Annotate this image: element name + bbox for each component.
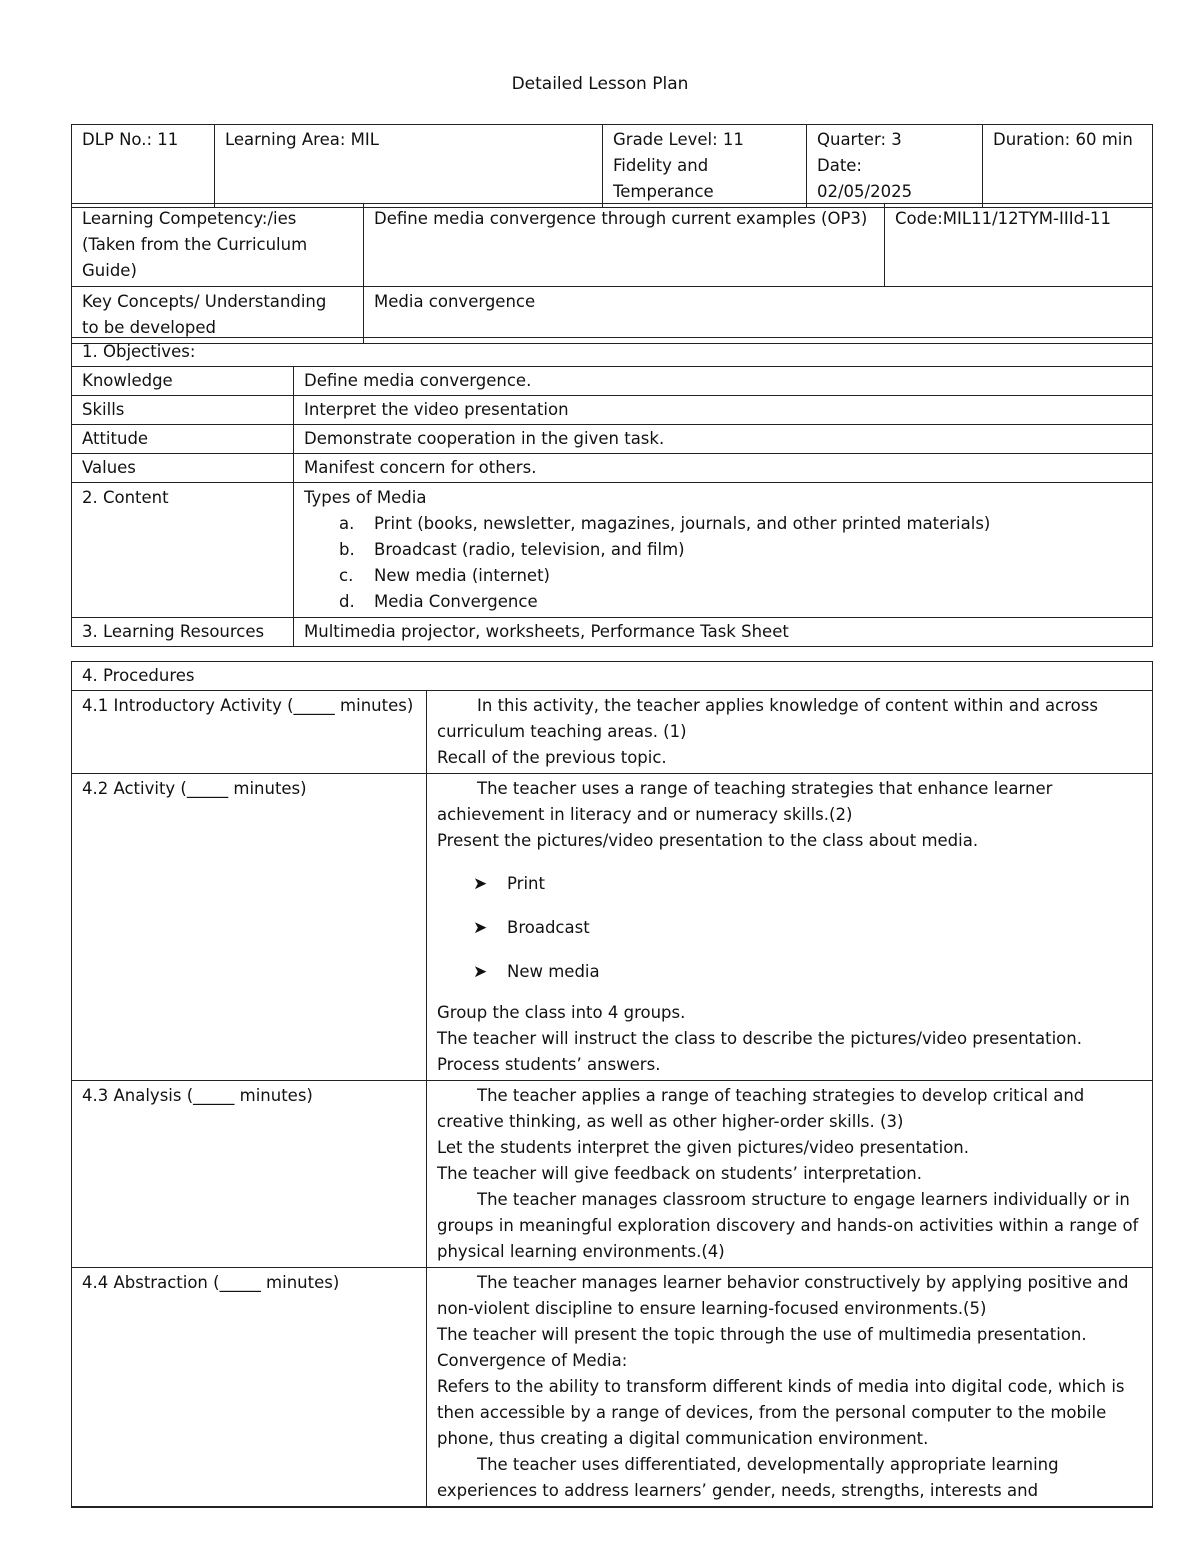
list-item bbox=[339, 511, 1142, 537]
duration-cell bbox=[983, 125, 1153, 208]
objectives-table bbox=[71, 337, 1153, 647]
abstraction-line-2: The teacher will present the topic through the use of multimedia presentation. bbox=[437, 1325, 1087, 1344]
competency-label-1: Learning Competency:/ies bbox=[82, 209, 297, 228]
objective-value-skills: Interpret the video presentation bbox=[294, 396, 1153, 425]
resources-value: Multimedia projector, worksheets, Performance Task Sheet bbox=[294, 618, 1153, 647]
dlp-number: DLP No.: 11 bbox=[82, 130, 179, 149]
objective-label-skills: Skills bbox=[72, 396, 294, 425]
content-list bbox=[304, 511, 1142, 615]
analysis-line-3: The teacher will give feedback on students’ interpretation. bbox=[437, 1164, 923, 1183]
objective-label-values: Values bbox=[72, 454, 294, 483]
list-item bbox=[473, 906, 1142, 950]
duration: Duration: 60 min bbox=[993, 130, 1133, 149]
key-concepts-label-1: Key Concepts/ Understanding bbox=[82, 292, 327, 311]
grade-level-cell bbox=[603, 125, 807, 208]
content-label: 2. Content bbox=[72, 483, 294, 618]
activity-after-3: Process students’ answers. bbox=[437, 1055, 661, 1074]
grade-level: Grade Level: 11 bbox=[613, 130, 744, 149]
objectives-heading-cell bbox=[72, 338, 1153, 367]
bullet-text: Broadcast bbox=[507, 918, 590, 937]
activity-label: 4.2 Activity (_____ minutes) bbox=[72, 774, 427, 1081]
learning-area: Learning Area: MIL bbox=[225, 130, 379, 149]
list-item-text: Broadcast (radio, television, and film) bbox=[374, 540, 685, 559]
abstraction-line-1: The teacher manages learner behavior constructively by applying positive and non-violent discipline to ensure learning-focused environments.(5) bbox=[437, 1273, 1129, 1318]
content-heading: Types of Media bbox=[304, 488, 427, 507]
list-marker: b. bbox=[339, 540, 355, 559]
objectives-heading: 1. Objectives: bbox=[82, 342, 196, 361]
section-line-2: Temperance bbox=[613, 182, 714, 201]
arrow-bullet-icon: ➤ bbox=[473, 962, 488, 982]
objective-label-knowledge: Knowledge bbox=[72, 367, 294, 396]
list-item bbox=[339, 589, 1142, 615]
abstraction-line-3: Convergence of Media: bbox=[437, 1351, 628, 1370]
analysis-line-2: Let the students interpret the given pictures/video presentation. bbox=[437, 1138, 969, 1157]
abstraction-label: 4.4 Abstraction (_____ minutes) bbox=[72, 1268, 427, 1508]
procedures-heading: 4. Procedures bbox=[82, 666, 195, 685]
analysis-cell bbox=[427, 1081, 1153, 1268]
key-concepts-label-cell bbox=[72, 287, 364, 344]
intro-label: 4.1 Introductory Activity (_____ minutes) bbox=[72, 691, 427, 774]
list-item-text: Print (books, newsletter, magazines, journals, and other printed materials) bbox=[374, 514, 991, 533]
quarter: Quarter: 3 bbox=[817, 130, 902, 149]
key-concepts-value-cell bbox=[364, 287, 1153, 344]
abstraction-cell bbox=[427, 1268, 1153, 1508]
bullet-text: Print bbox=[507, 874, 545, 893]
arrow-bullet-icon: ➤ bbox=[473, 874, 488, 894]
competency-label-2: (Taken from the Curriculum bbox=[82, 235, 308, 254]
competency-code: Code:MIL11/12TYM-IIId-11 bbox=[895, 209, 1112, 228]
activity-after-2: The teacher will instruct the class to describe the pictures/video presentation. bbox=[437, 1029, 1082, 1048]
procedures-table bbox=[71, 661, 1153, 1508]
activity-line-1: The teacher uses a range of teaching strategies that enhance learner achievement in literacy and or numeracy skills.(2) bbox=[437, 779, 1053, 824]
date-label: Date: bbox=[817, 156, 862, 175]
competency-table bbox=[71, 203, 1153, 344]
list-marker: d. bbox=[339, 592, 355, 611]
list-item bbox=[473, 862, 1142, 906]
objective-value-attitude: Demonstrate cooperation in the given task. bbox=[294, 425, 1153, 454]
arrow-bullet-icon: ➤ bbox=[473, 918, 488, 938]
media-bullet-list bbox=[437, 862, 1142, 994]
list-marker: c. bbox=[339, 566, 354, 585]
competency-value: Define media convergence through current examples (OP3) bbox=[374, 209, 868, 228]
list-item-text: New media (internet) bbox=[374, 566, 550, 585]
key-concepts-value: Media convergence bbox=[374, 292, 536, 311]
abstraction-line-5: The teacher uses differentiated, developmentally appropriate learning experiences to address learners’ gender, needs, strengths, interests and bbox=[437, 1455, 1059, 1500]
page-title: Detailed Lesson Plan bbox=[511, 74, 689, 94]
dlp-number-cell bbox=[72, 125, 215, 208]
header-table bbox=[71, 124, 1153, 208]
intro-line-2: Recall of the previous topic. bbox=[437, 748, 667, 767]
list-item bbox=[339, 563, 1142, 589]
analysis-line-1: The teacher applies a range of teaching strategies to develop critical and creative thinking, as well as other higher-order skills. (3) bbox=[437, 1086, 1085, 1131]
list-item bbox=[473, 950, 1142, 994]
abstraction-line-4: Refers to the ability to transform different kinds of media into digital code, which is then accessible by a range of devices, from the personal computer to the mobile phone, thus creating a digital communication environment. bbox=[437, 1377, 1125, 1448]
list-marker: a. bbox=[339, 514, 355, 533]
learning-area-cell bbox=[215, 125, 603, 208]
list-item-text: Media Convergence bbox=[374, 592, 538, 611]
intro-cell bbox=[427, 691, 1153, 774]
bullet-text: New media bbox=[507, 962, 600, 981]
section-line-1: Fidelity and bbox=[613, 156, 709, 175]
date-value: 02/05/2025 bbox=[817, 182, 913, 201]
competency-label-3: Guide) bbox=[82, 261, 137, 280]
analysis-line-4: The teacher manages classroom structure to engage learners individually or in groups in meaningful exploration discovery and hands-on activities within a range of physical learning environments.(4) bbox=[437, 1190, 1139, 1261]
activity-cell bbox=[427, 774, 1153, 1081]
quarter-cell bbox=[807, 125, 983, 208]
resources-label: 3. Learning Resources bbox=[72, 618, 294, 647]
objective-label-attitude: Attitude bbox=[72, 425, 294, 454]
list-item bbox=[339, 537, 1142, 563]
competency-value-cell bbox=[364, 204, 885, 287]
key-concepts-label-2: to be developed bbox=[82, 318, 216, 337]
activity-line-2: Present the pictures/video presentation to the class about media. bbox=[437, 831, 979, 850]
content-value-cell bbox=[294, 483, 1153, 618]
objective-value-knowledge: Define media convergence. bbox=[294, 367, 1153, 396]
procedures-heading-cell bbox=[72, 662, 1153, 691]
intro-line-1: In this activity, the teacher applies knowledge of content within and across curriculum teaching areas. (1) bbox=[437, 696, 1098, 741]
activity-after-1: Group the class into 4 groups. bbox=[437, 1003, 686, 1022]
competency-label-cell bbox=[72, 204, 364, 287]
competency-code-cell bbox=[885, 204, 1153, 287]
objective-value-values: Manifest concern for others. bbox=[294, 454, 1153, 483]
analysis-label: 4.3 Analysis (_____ minutes) bbox=[72, 1081, 427, 1268]
